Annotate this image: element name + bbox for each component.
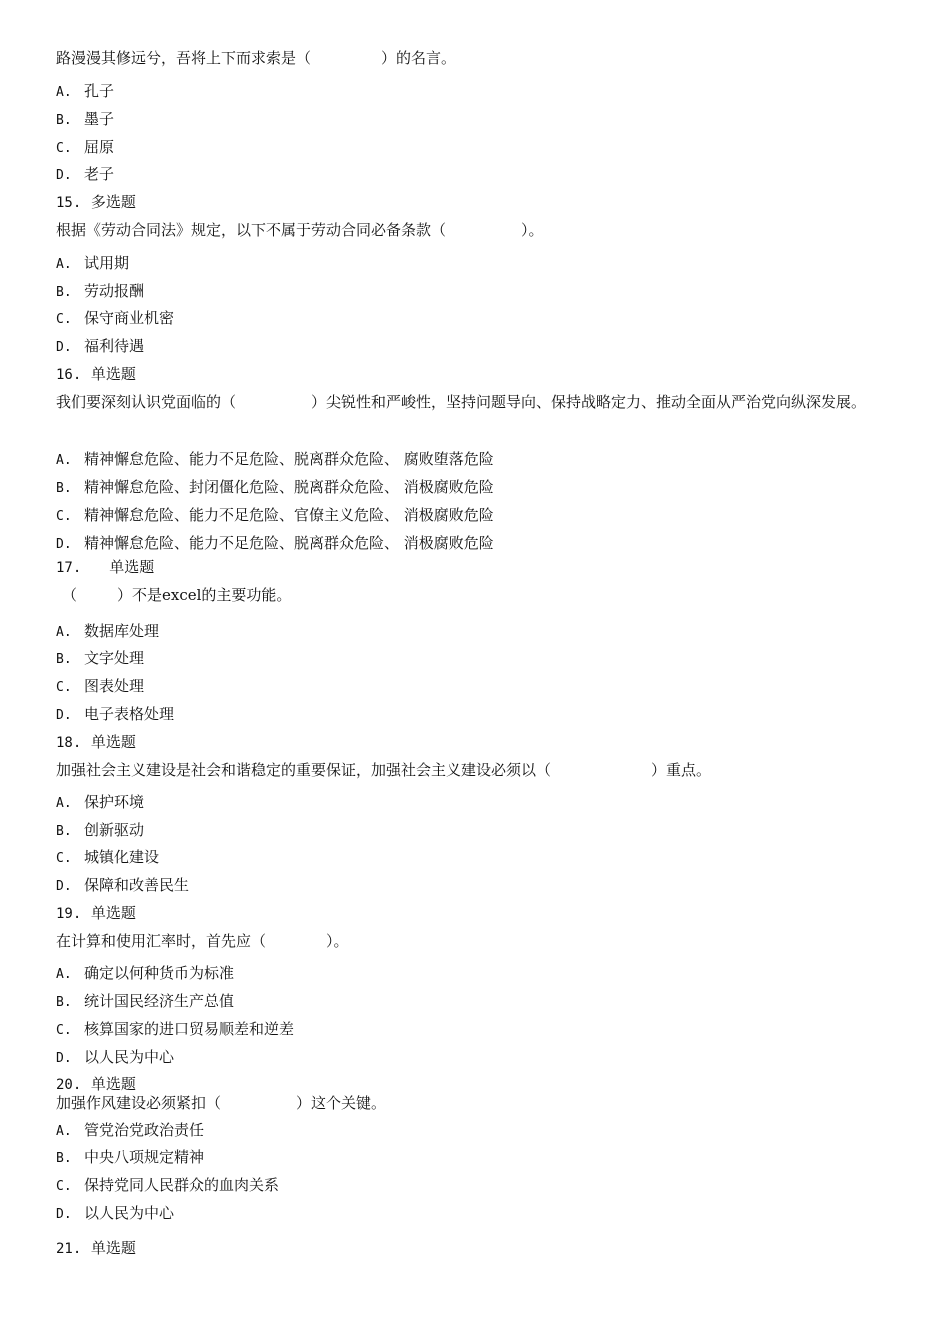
option-a[interactable]: A. 试用期 xyxy=(56,254,130,272)
option-b[interactable]: B. 创新驱动 xyxy=(56,821,145,839)
option-c[interactable]: C. 图表处理 xyxy=(56,677,145,695)
option-b[interactable]: B. 统计国民经济生产总值 xyxy=(56,992,235,1010)
option-b[interactable]: B. 墨子 xyxy=(56,110,115,128)
option-a[interactable]: A. 保护环境 xyxy=(56,793,145,811)
question-stem: 我们要深刻认识党面临的（ ）尖锐性和严峻性，坚持问题导向、保持战略定力、推动全面从严治党向纵深发展。 xyxy=(56,393,867,411)
option-d[interactable]: D. 精神懈怠危险、能力不足危险、脱离群众危险、 消极腐败危险 xyxy=(56,534,494,552)
option-c[interactable]: C. 精神懈怠危险、能力不足危险、官僚主义危险、 消极腐败危险 xyxy=(56,506,494,524)
option-a[interactable]: A. 数据库处理 xyxy=(56,622,160,640)
option-d[interactable]: D. 电子表格处理 xyxy=(56,705,175,723)
question-stem: （ ）不是excel的主要功能。 xyxy=(62,586,292,604)
question-stem: 加强社会主义建设是社会和谐稳定的重要保证，加强社会主义建设必须以（ ）重点。 xyxy=(56,761,712,779)
question-stem: 根据《劳动合同法》规定，以下不属于劳动合同必备条款（ ）。 xyxy=(56,221,544,239)
option-c[interactable]: C. 保持党同人民群众的血肉关系 xyxy=(56,1176,280,1194)
option-c[interactable]: C. 核算国家的进口贸易顺差和逆差 xyxy=(56,1020,295,1038)
question-stem: 加强作风建设必须紧扣（ ）这个关键。 xyxy=(56,1094,387,1112)
option-a[interactable]: A. 精神懈怠危险、能力不足危险、脱离群众危险、 腐败堕落危险 xyxy=(56,450,494,468)
option-b[interactable]: B. 精神懈怠危险、封闭僵化危险、脱离群众危险、 消极腐败危险 xyxy=(56,478,494,496)
question-header: 16. 单选题 xyxy=(56,365,136,383)
option-b[interactable]: B. 劳动报酬 xyxy=(56,282,145,300)
option-c[interactable]: C. 保守商业机密 xyxy=(56,309,175,327)
option-d[interactable]: D. 保障和改善民生 xyxy=(56,876,190,894)
option-a[interactable]: A. 孔子 xyxy=(56,82,115,100)
question-header: 17. 单选题 xyxy=(56,558,155,576)
question-header: 18. 单选题 xyxy=(56,733,136,751)
option-b[interactable]: B. 中央八项规定精神 xyxy=(56,1148,205,1166)
question-header: 20. 单选题 xyxy=(56,1075,136,1093)
option-d[interactable]: D. 福利待遇 xyxy=(56,337,145,355)
option-c[interactable]: C. 屈原 xyxy=(56,138,115,156)
option-d[interactable]: D. 以人民为中心 xyxy=(56,1204,175,1222)
option-a[interactable]: A. 确定以何种货币为标准 xyxy=(56,964,235,982)
option-b[interactable]: B. 文字处理 xyxy=(56,649,145,667)
question-header: 19. 单选题 xyxy=(56,904,136,922)
question-stem: 在计算和使用汇率时，首先应（ ）。 xyxy=(56,932,349,950)
option-a[interactable]: A. 管党治党政治责任 xyxy=(56,1121,205,1139)
question-header: 15. 多选题 xyxy=(56,193,136,211)
option-d[interactable]: D. 老子 xyxy=(56,165,115,183)
option-d[interactable]: D. 以人民为中心 xyxy=(56,1048,175,1066)
option-c[interactable]: C. 城镇化建设 xyxy=(56,848,160,866)
question-stem: 路漫漫其修远兮，吾将上下而求索是（ ）的名言。 xyxy=(56,49,457,67)
question-header: 21. 单选题 xyxy=(56,1239,136,1257)
